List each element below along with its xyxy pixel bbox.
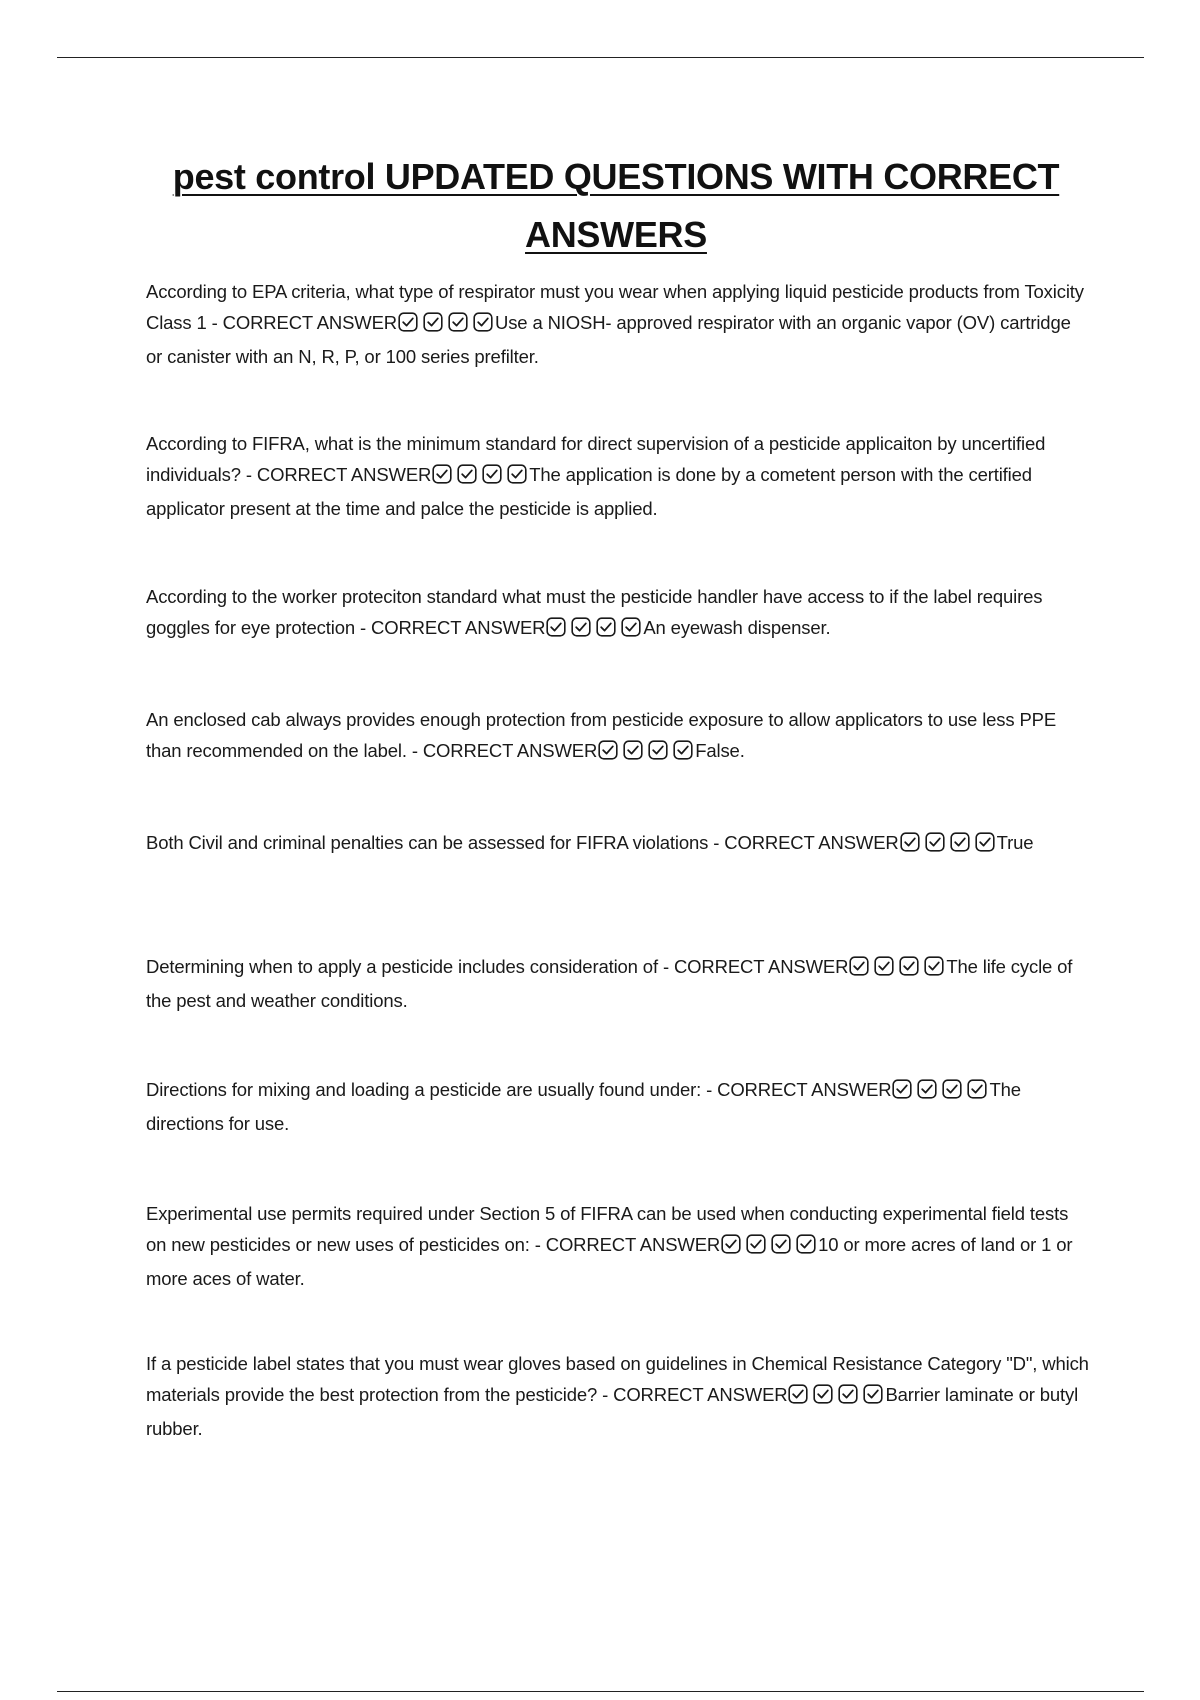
checkbox-checked-icon bbox=[448, 312, 468, 332]
question-text: According to EPA criteria, what type of respirator must you wear when applying liquid pesticide products from Toxicity Class 1 bbox=[146, 281, 1084, 333]
checkbox-checked-icon bbox=[621, 617, 641, 637]
checkbox-checked-icon bbox=[849, 956, 869, 976]
question-text: Determining when to apply a pesticide includes consideration of bbox=[146, 956, 658, 977]
question-text: Both Civil and criminal penalties can be assessed for FIFRA violations bbox=[146, 832, 709, 853]
checkbox-checked-icon bbox=[596, 617, 616, 637]
correct-answer-label: - CORRECT ANSWER bbox=[360, 617, 546, 638]
checkbox-checked-icon bbox=[863, 1384, 883, 1404]
check-icons bbox=[900, 830, 996, 861]
question-text: According to FIFRA, what is the minimum standard for direct supervision of a pesticide applicaiton by uncertified individuals? bbox=[146, 433, 1046, 485]
answer-text: The directions for use. bbox=[146, 1079, 1021, 1134]
correct-answer-label: - CORRECT ANSWER bbox=[602, 1384, 788, 1405]
checkbox-checked-icon bbox=[623, 740, 643, 760]
qa-item bbox=[146, 1074, 1091, 1139]
checkbox-checked-icon bbox=[473, 312, 493, 332]
checkbox-checked-icon bbox=[788, 1384, 808, 1404]
checkbox-checked-icon bbox=[917, 1079, 937, 1099]
checkbox-checked-icon bbox=[892, 1079, 912, 1099]
question-text: Directions for mixing and loading a pesticide are usually found under: bbox=[146, 1079, 702, 1100]
answer-text: False. bbox=[695, 740, 745, 761]
question-text: If a pesticide label states that you must wear gloves based on guidelines in Chemical Resistance Category "D", which materials provide the best protection from the pesticide? bbox=[146, 1353, 1089, 1405]
checkbox-checked-icon bbox=[482, 464, 502, 484]
checkbox-checked-icon bbox=[507, 464, 527, 484]
checkbox-checked-icon bbox=[967, 1079, 987, 1099]
check-icons bbox=[849, 954, 945, 985]
check-icons bbox=[398, 310, 494, 341]
qa-item bbox=[146, 1348, 1091, 1444]
document-title: pest control UPDATED QUESTIONS WITH CORRECT ANSWERS bbox=[172, 156, 1060, 255]
question-text: According to the worker proteciton standard what must the pesticide handler have access to if the label requires goggles for eye protection bbox=[146, 586, 1043, 638]
answer-text: 10 or more acres of land or 1 or more aces of water. bbox=[146, 1234, 1073, 1289]
qa-item bbox=[146, 704, 1091, 769]
correct-answer-label: - CORRECT ANSWER bbox=[713, 832, 899, 853]
question-text: An enclosed cab always provides enough protection from pesticide exposure to allow applicators to use less PPE than recommended on the label. bbox=[146, 709, 1057, 761]
answer-text: True bbox=[996, 832, 1034, 853]
checkbox-checked-icon bbox=[673, 740, 693, 760]
check-icons bbox=[598, 738, 694, 769]
checkbox-checked-icon bbox=[899, 956, 919, 976]
checkbox-checked-icon bbox=[423, 312, 443, 332]
qa-item bbox=[146, 428, 1091, 524]
checkbox-checked-icon bbox=[975, 832, 995, 852]
qa-item bbox=[146, 827, 1091, 861]
checkbox-checked-icon bbox=[546, 617, 566, 637]
check-icons bbox=[721, 1232, 817, 1263]
checkbox-checked-icon bbox=[457, 464, 477, 484]
check-icons bbox=[546, 615, 642, 646]
checkbox-checked-icon bbox=[771, 1234, 791, 1254]
correct-answer-label: - CORRECT ANSWER bbox=[706, 1079, 892, 1100]
qa-item bbox=[146, 581, 1091, 646]
checkbox-checked-icon bbox=[813, 1384, 833, 1404]
check-icons bbox=[432, 462, 528, 493]
qa-item bbox=[146, 1198, 1091, 1294]
question-text: Experimental use permits required under Section 5 of FIFRA can be used when conducting experimental field tests on new pesticides or new uses of pesticides on: bbox=[146, 1203, 1069, 1255]
checkbox-checked-icon bbox=[924, 956, 944, 976]
checkbox-checked-icon bbox=[950, 832, 970, 852]
bottom-rule bbox=[57, 1691, 1144, 1692]
checkbox-checked-icon bbox=[598, 740, 618, 760]
correct-answer-label: - CORRECT ANSWER bbox=[245, 464, 432, 485]
checkbox-checked-icon bbox=[721, 1234, 741, 1254]
correct-answer-label: - CORRECT ANSWER bbox=[411, 740, 598, 761]
answer-text: An eyewash dispenser. bbox=[643, 617, 831, 638]
correct-answer-label: - CORRECT ANSWER bbox=[211, 312, 397, 333]
checkbox-checked-icon bbox=[648, 740, 668, 760]
correct-answer-label: - CORRECT ANSWER bbox=[534, 1234, 721, 1255]
qa-item bbox=[146, 276, 1091, 372]
checkbox-checked-icon bbox=[874, 956, 894, 976]
checkbox-checked-icon bbox=[746, 1234, 766, 1254]
checkbox-checked-icon bbox=[796, 1234, 816, 1254]
answer-text: Barrier laminate or butyl rubber. bbox=[146, 1384, 1079, 1439]
checkbox-checked-icon bbox=[838, 1384, 858, 1404]
qa-item bbox=[146, 951, 1091, 1016]
checkbox-checked-icon bbox=[900, 832, 920, 852]
checkbox-checked-icon bbox=[398, 312, 418, 332]
checkbox-checked-icon bbox=[571, 617, 591, 637]
checkbox-checked-icon bbox=[942, 1079, 962, 1099]
checkbox-checked-icon bbox=[432, 464, 452, 484]
check-icons bbox=[892, 1077, 988, 1108]
correct-answer-label: - CORRECT ANSWER bbox=[662, 956, 849, 977]
answer-text: The life cycle of the pest and weather conditions. bbox=[146, 956, 1073, 1011]
answer-text: The application is done by a cometent person with the certified applicator present at the time and palce the pesticide is applied. bbox=[146, 464, 1032, 519]
check-icons bbox=[788, 1382, 884, 1413]
checkbox-checked-icon bbox=[925, 832, 945, 852]
top-rule bbox=[57, 57, 1144, 58]
answer-text: Use a NIOSH- approved respirator with an organic vapor (OV) cartridge or canister with an N, R, P, or 100 series prefilter. bbox=[146, 312, 1071, 367]
